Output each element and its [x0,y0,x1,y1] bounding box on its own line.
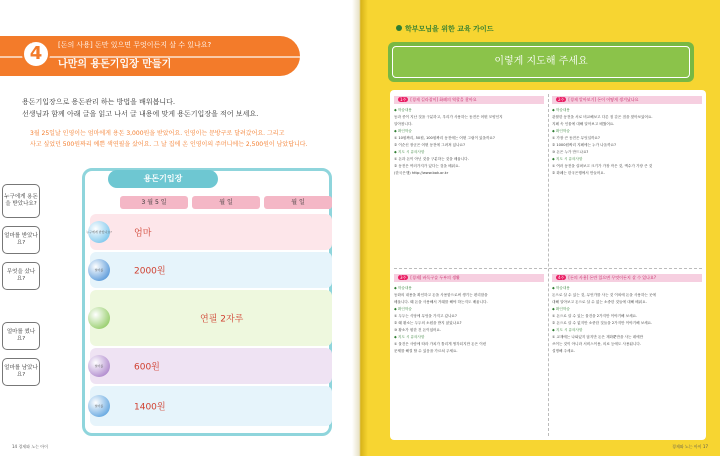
section-line: 동화의 내용을 확인하고 돈을 사용함으로써 생기는 편리함을 [394,293,488,297]
date-day-unit: 일 [160,199,167,206]
section-line: ① 여러 동전을 살펴보고 크기가 가장 작은 것, 액수가 가장 큰 것 [552,164,653,168]
date-cell-3 [264,196,332,209]
guide-section-week4 [552,274,702,355]
date-unit-day-2: 일 [226,199,233,206]
section-line: ① 돈과 돈이 아닌 것을 구분하는 것을 배웁니다. [394,157,469,161]
week-tag: 4주 [558,275,565,280]
book-gutter [352,0,368,456]
section-heading [394,274,544,282]
ledger-row-label-5: 얼마를 [94,404,104,408]
date-month-unit: 월 [147,199,154,206]
section-line: ◆ 확인학습 [552,307,570,311]
section-line: ② 이순신 장군은 어떤 동전에 그려져 있나요? [394,143,465,147]
ledger-row-label-4: 얼마를 [94,364,104,368]
ledger-row-2 [90,252,332,288]
section-line: 배웁니다. 왜 돈을 사용해서 거래를 해야 하는지도 배웁니다. [394,300,488,304]
section-line: 대해 알아보고 돈으로 살 수 없는 소중한 것들에 대해 배워요. [552,300,647,304]
section-line: ◆ 지도 시 유의사항 [394,335,425,339]
right-page-number: 경제와 노는 아이 17 [672,444,708,449]
section-line: ◆ 학습내용 [552,108,570,112]
section-line: 알아봅니다. [394,122,413,126]
section-line: ② 돈으로 살 수 없지만 소중한 것들을 2가지만 이야기해 보세요. [552,321,653,325]
date-day: 5 [154,199,159,206]
date-unit-month-2: 월 [219,199,226,206]
section-line: ◆ 확인학습 [394,129,412,133]
section-line: ◆ 확인학습 [394,307,412,311]
section-line: 문제를 해결 할 수 있음을 가르쳐 주세요. [394,349,458,353]
section-line: 설명해 주세요. [552,349,576,353]
page-title: 나만의 용돈기입장 만들기 [58,59,172,70]
section-line: ② 동전은 여러가지가 있다는 것을 배워요. [394,164,460,168]
week-tag: 1주 [400,97,407,102]
ledger-row-value-1[interactable]: 엄마 [134,228,152,239]
date-cell-1 [120,196,188,209]
section-line: ◆ 지도 시 유의사항 [394,150,425,154]
guide-section-week1 [394,96,544,177]
guide-section-week3 [394,274,544,355]
section-heading [552,274,702,282]
ledger-row-3 [90,290,332,346]
guide-label-text: 학부모님을 위한 교육 가이드 [405,25,494,33]
section-line: ◆ 지도 시 유의사항 [552,328,583,332]
section-line: ① 물건은 사람에 따라 가치가 틀리게 생각되지만 돈은 이런 [394,342,487,346]
guide-title: 이렇게 지도해 주세요 [392,46,690,78]
section-line: ① 교재에는 나와있지 않지만 돈은 재화뿐만을 사는 데에만 [552,335,644,339]
ledger-row-5 [90,386,332,426]
date-unit-month-3: 월 [291,199,298,206]
callout-how-much-received: 얼마를 받았나요? [2,226,40,254]
guide-section-week2 [552,96,702,177]
left-page-number: 14 경제와 노는 아이 [12,444,48,449]
intro-line-1: 용돈기입장으로 용돈관리 하는 방법을 배워봅니다. [22,98,176,106]
ledger-date-bar [120,196,332,209]
ledger-row-value-3[interactable]: 연필 2자루 [200,314,244,325]
section-line: ① 10원짜리, 50원, 100원짜리 동전에는 어떤 그림이 있을까요? [394,136,495,140]
section-line: ① 돈으로 살 수 있는 물건을 2가지만 이야기해 보세요. [552,314,638,318]
callout-how-much-left: 얼마를 남았나요? [2,358,40,386]
ledger-row-label-1: 누구에게 받았나요? [86,230,112,234]
date-cell-2 [192,196,260,209]
week-tag: 2주 [558,97,565,102]
section-line: ◆ 학습내용 [552,286,570,290]
section-heading-text: [경제] 바둑구슬 두부의 생활 [410,275,460,280]
section-line: ◆ 지도 시 유의사항 [552,157,583,161]
callout-who-gave: 누구에게 용돈을 받았나요? [2,184,40,218]
unit-week-label: 4주 [26,39,35,45]
section-line: 지폐 속 인물에 대해 알아보고 배웠어요. [552,122,615,126]
week-tag: 3주 [400,275,407,280]
section-heading [394,96,544,104]
ledger-row-value-5[interactable]: 1400원 [134,402,166,413]
section-line: 관찰한 동전을 서로 비교해보고 다른 점 같은 점을 찾아보았어요. [552,115,653,119]
intro-text [22,96,342,120]
ledger-row-4 [90,348,332,384]
ledger-row-orb-3 [88,307,110,329]
story-line-2: 사고 싶었던 500원짜리 예쁜 색연필을 샀어요. 그 날 집에 온 인영이의 주머니에는 2,500원이 남았답니다. [30,141,308,148]
section-line: ② 왜 황소는 두두의 소원을 받지 않았나요? [394,321,462,325]
section-line: ② 화폐는 한국은행에서 만들어요. [552,171,605,175]
section-line: ③ 돈은 누가 만드나요? [552,150,589,154]
story-text [30,128,350,150]
row-divider [394,268,702,269]
section-heading-text: [경제 길라잡이] 화폐의 역할을 찾아요 [410,97,477,102]
section-heading [552,96,702,104]
ledger-title: 용돈기입장 [108,170,218,188]
date-unit-day-3: 일 [298,199,305,206]
callout-what-bought: 무엇을 샀나요? [2,262,40,290]
section-line: ① 가장 큰 동전은 무엇일까요? [552,136,600,140]
section-line: 쓰이는 것이 아니라 서비스이용, 의료 등에도 사용됩니다. [552,342,641,346]
ledger-row-value-2[interactable]: 2000원 [134,266,166,277]
section-line: (한국은행) http://www.bok.or.kr [394,171,449,175]
section-heading-text: [돈의 사용] 돈만 있으면 무엇이든지 살 수 있나요? [568,275,656,280]
ledger-row-value-4[interactable]: 600원 [134,362,160,373]
guide-label [396,24,493,34]
section-line: ② 1000원짜리 지폐에는 누가 나올까요? [552,143,616,147]
callout-how-much-spent: 얼마를 썼나요? [2,322,40,350]
ledger-row-1 [86,214,332,250]
section-line: 돈으로 살 수 있는 것, 무언가를 사는 것 이외에 돈을 사용하는 곳에 [552,293,656,297]
story-line-1: 3월 25일날 인영이는 엄마에게 용돈 3,000원을 받았어요. 인영이는 문방구로 달려갔어요. 그리고 [30,130,285,137]
guide-dot-icon [396,25,402,31]
intro-line-2: 선생님과 함께 아래 글을 읽고 나서 글 내용에 맞게 용돈기입장을 적어 보세요. [22,110,259,118]
section-heading-text: [경제 알아보기] 돈이 어떻게 생겨났나요 [568,97,639,102]
column-divider [548,94,549,436]
section-line: ◆ 확인학습 [552,129,570,133]
section-line: ◆ 학습내용 [394,286,412,290]
section-line: 동과 종이 지난 것을 구분하고, 우리가 사용하는 동전은 어떤 모양인지 [394,115,503,119]
ledger-row-label-2: 얼마를 [94,268,104,272]
date-month: 3 [141,199,146,206]
unit-question: [돈의 사용] 돈만 있으면 무엇이든지 살 수 있나요? [58,41,212,49]
section-line: ◆ 학습내용 [394,108,412,112]
section-line: ① 두두는 식당에 무엇을 가지고 갔나요? [394,314,457,318]
unit-number-badge: 4 [22,40,50,68]
section-line: ③ 황소가 원한 건 돈이었어요. [394,328,442,332]
